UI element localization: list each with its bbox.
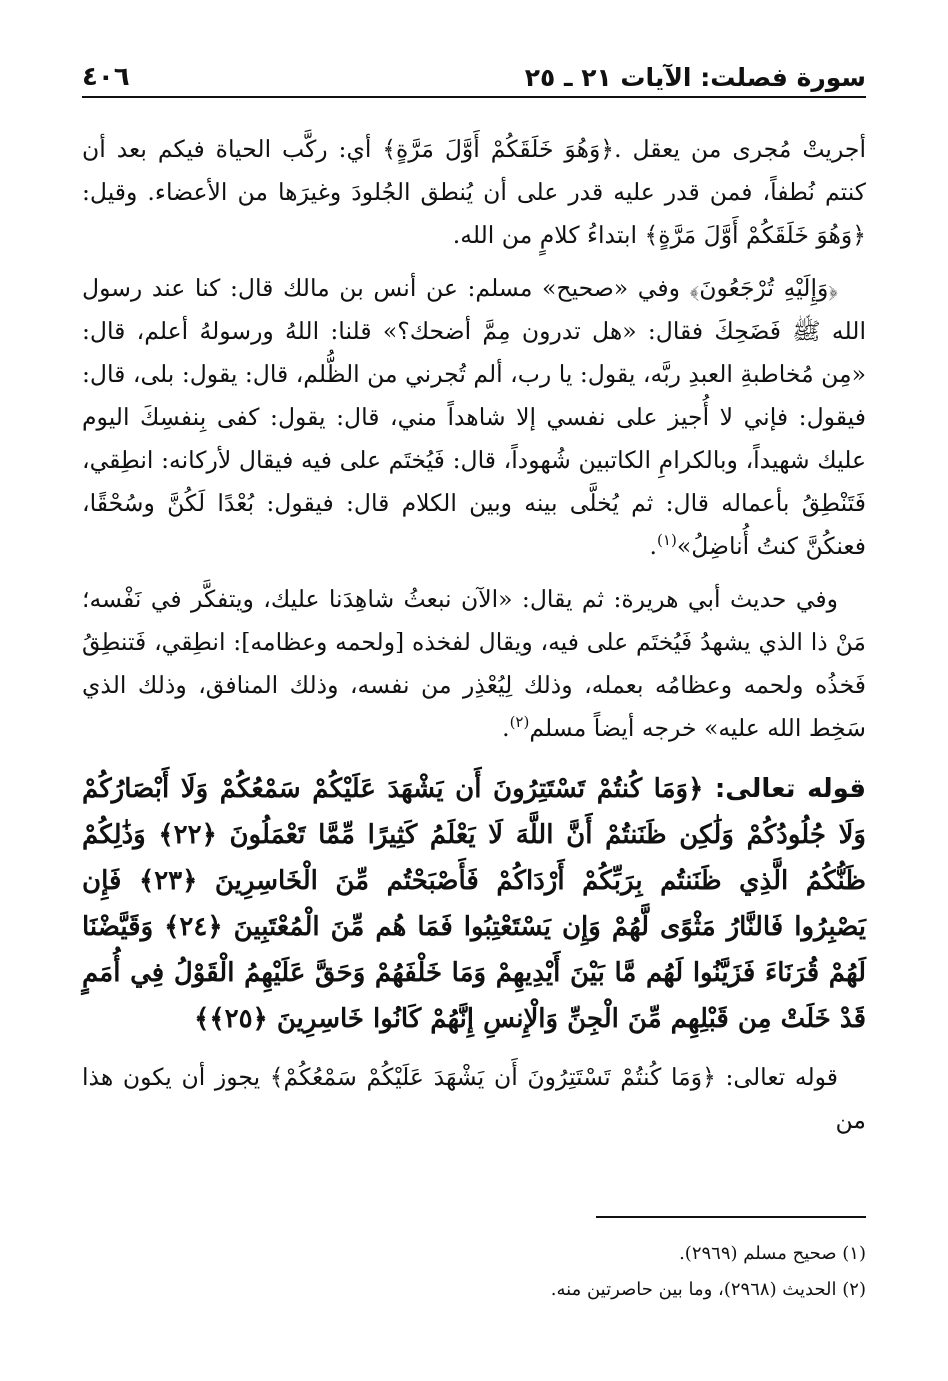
surah-title: سورة فصلت: الآيات ٢١ ـ ٢٥ (524, 63, 866, 92)
paragraph-1-text: أجريتْ مُجرى من يعقل .﴿وَهُوَ خَلَقَكُمْ أَوَّلَ مَرَّةٍ﴾ أي: ركَّب الحياة فيكم بعد أن كنتم نُطفاً، فمن قدر عليه قدر على أن يُنطق الجُلودَ وغيرَها من الأعضاء. وقيل: ﴿وَهُوَ خَلَقَكُمْ أَوَّلَ مَرَّةٍ﴾ ابتداءُ كلامٍ من الله. (82, 135, 866, 249)
footnote-ref-2: (٢) (509, 713, 530, 732)
paragraph-1 (82, 128, 866, 257)
footnote-2: (٢) الحديث (٢٩٦٨)، وما بين حاصرتين منه. (550, 1279, 866, 1300)
quran-verse-block (82, 766, 866, 1042)
paragraph-2-text: ﴿وَإِلَيْهِ تُرْجَعُونَ﴾ وفي «صحيح» مسلم: عن أنس بن مالك قال: كنا عند رسول الله ﷺ فَضَحِكَ فقال: «هل تدرون مِمَّ أضحك؟» قلنا: اللهُ ورسولهُ أعلم، قال: «مِن مُخاطبةِ العبدِ ربَّه، يقول: يا رب، ألم تُجرني من الظُّلم، قال: يقول: بلى، قال: فيقول: فإني لا أُجيز على نفسي إلا شاهداً مني، قال: يقول: كفى بِنفسِكَ اليوم عليك شهيداً، وبالكرامِ الكاتبين شُهوداً، قال: فَيُختَم على فيه فيقال لأركانه: انطِقي، فَتَنْطِقُ بأعماله قال: ثم يُخلَّى بينه وبين الكلام قال: فيقول: بُعْدًا لَكُنَّ وسُحْقًا، فعنكُنَّ كنتُ أُناضِلُ» (82, 274, 866, 560)
paragraph-4 (82, 1056, 866, 1142)
footnotes (82, 1236, 866, 1308)
paragraph-3-text: وفي حديث أبي هريرة: ثم يقال: «الآن نبعثُ شاهِدَنا عليك، ويتفكَّر في نَفْسه؛ مَنْ ذا الذي يشهدُ فَيُختَم على فيه، ويقال لفخذه [ولحمه وعظامه]: انطِقي، فَتنطِقُ فَخذُه ولحمه وعظامُه بعمله، وذلك لِيُعْذِر من نفسه، وذلك المنافق، وذلك الذي سَخِط الله عليه» خرجه أيضاً مسلم (82, 585, 866, 742)
footnote-ref-1: (١) (657, 531, 677, 550)
footnote-1: (١) صحيح مسلم (٢٩٦٩). (679, 1243, 866, 1264)
footnote-separator (596, 1216, 866, 1218)
page-body (82, 128, 866, 1152)
paragraph-2: ﴿وَإِلَيْهِ تُرْجَعُونَ﴾ وفي «صحيح» مسلم: عن أنس بن مالك قال: كنا عند رسول الله ﷺ فَضَحِكَ فقال: «هل تدرون مِمَّ أضحك؟» قلنا: اللهُ ورسولهُ أعلم، قال: «مِن مُخاطبةِ العبدِ ربَّه، يقول: يا رب، ألم تُجرني من الظُّلم، قال: يقول: بلى، قال: فيقول: فإني لا أُجيز على نفسي إلا شاهداً مني، قال: يقول: كفى بِنفسِكَ اليوم عليك شهيداً، وبالكرامِ الكاتبين شُهوداً، قال: فَيُختَم على فيه فيقال لأركانه: انطِقي، فَتَنْطِقُ بأعماله قال: ثم يُخلَّى بينه وبين الكلام قال: فيقول: بُعْدًا لَكُنَّ وسُحْقًا، فعنكُنَّ كنتُ أُناضِلُ»$^{(١)}$. (82, 274, 866, 560)
verse-text: ﴿وَمَا كُنتُمْ تَسْتَتِرُونَ أَن يَشْهَدَ عَلَيْكُمْ سَمْعُكُمْ وَلَا أَبْصَارُكُمْ وَلَا جُلُودُكُمْ وَلَٰكِن ظَنَنتُمْ أَنَّ اللَّهَ لَا يَعْلَمُ كَثِيرًا مِّمَّا تَعْمَلُونَ ﴿٢٢﴾ وَذَٰلِكُمْ ظَنُّكُمُ الَّذِي ظَنَنتُم بِرَبِّكُمْ أَرْدَاكُمْ فَأَصْبَحْتُم مِّنَ الْخَاسِرِينَ ﴿٢٣﴾ فَإِن يَصْبِرُوا فَالنَّارُ مَثْوًى لَّهُمْ وَإِن يَسْتَعْتِبُوا فَمَا هُم مِّنَ الْمُعْتَبِينَ ﴿٢٤﴾ وَقَيَّضْنَا لَهُمْ قُرَنَاءَ فَزَيَّنُوا لَهُم مَّا بَيْنَ أَيْدِيهِمْ وَمَا خَلْفَهُمْ وَحَقَّ عَلَيْهِمُ الْقَوْلُ فِي أُمَمٍ قَدْ خَلَتْ مِن قَبْلِهِم مِّنَ الْجِنِّ وَالْإِنسِ إِنَّهُمْ كَانُوا خَاسِرِينَ ﴿٢٥﴾﴾ (82, 774, 866, 1034)
paragraph-3: وفي حديث أبي هريرة: ثم يقال: «الآن نبعثُ شاهِدَنا عليك، ويتفكَّر في نَفْسه؛ مَنْ ذا الذي يشهدُ فَيُختَم على فيه، ويقال لفخذه [ولحمه وعظامه]: انطِقي، فَتنطِقُ فَخذُه ولحمه وعظامُه بعمله، وذلك لِيُعْذِر من نفسه، وذلك المنافق، وذلك الذي سَخِط الله عليه» خرجه أيضاً مسلم$^{(٢)}$. (82, 585, 866, 742)
page-header (82, 52, 866, 98)
paragraph-4-text: قوله تعالى: ﴿وَمَا كُنتُمْ تَسْتَتِرُونَ أَن يَشْهَدَ عَلَيْكُمْ سَمْعُكُمْ﴾ يجوز أن يكون هذا من (82, 1063, 866, 1134)
page-number: ٤٠٦ (82, 62, 130, 92)
verse-lead: قوله تعالى: (714, 774, 866, 804)
